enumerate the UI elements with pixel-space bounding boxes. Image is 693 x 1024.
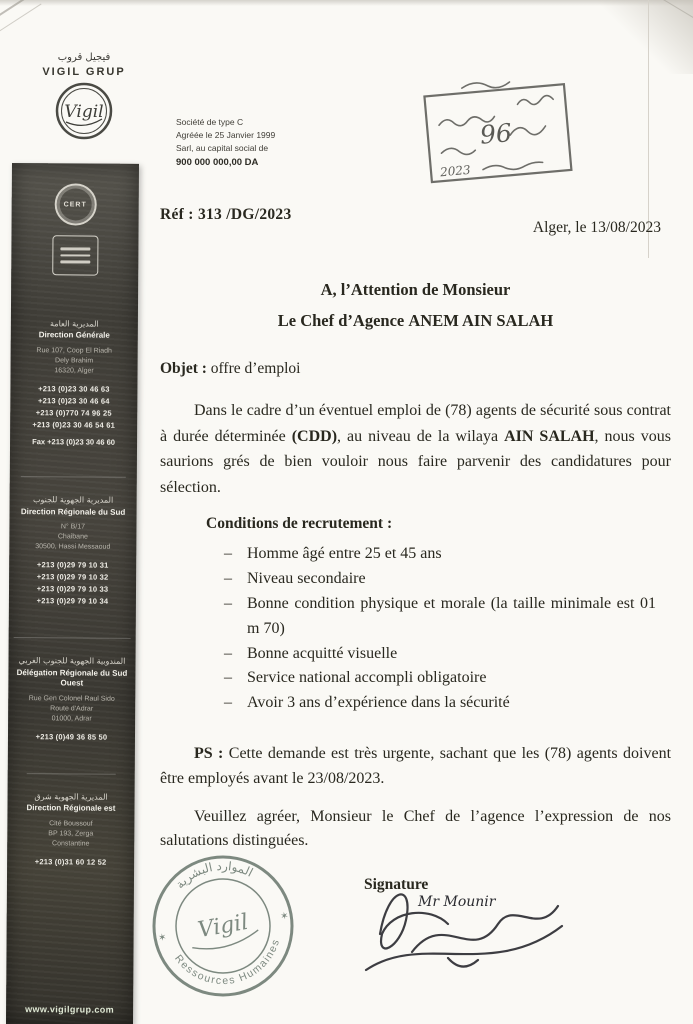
- address-line: Dely Brahim: [55, 357, 94, 365]
- address-line: Rue Gen Colonel Raul Sido: [28, 694, 115, 703]
- brand-name: VIGIL GRUP: [42, 66, 126, 78]
- recipient-name: ANEM AIN SALAH: [408, 310, 554, 330]
- emblem-script-text: Vigil: [64, 102, 104, 122]
- closing-paragraph: Veuillez agréer, Monsieur le Chef de l’agence l’expression de nos salutations distinguées.: [160, 807, 671, 850]
- letterhead-sidebar: [6, 163, 139, 1024]
- ps-label: PS :: [194, 744, 224, 762]
- section-title-arabic: المديرية العامة: [49, 319, 99, 329]
- condition-item: – Niveau secondaire: [224, 567, 656, 592]
- sidebar-section-direction-est: [26, 773, 116, 869]
- phone-number: +213 (0)23 30 46 64: [38, 396, 110, 406]
- attention-block: [160, 275, 671, 336]
- body-paragraph: [160, 398, 671, 500]
- company-info-block: [176, 116, 275, 170]
- body-text-segment: , nous vous saurions grés de bien vouloir nous faire parvenir des candidatures pour sélection.: [160, 427, 671, 496]
- letter-content: [160, 206, 671, 894]
- scan-corner-shade: [597, 0, 693, 74]
- ps-paragraph: [160, 742, 671, 792]
- section-title: Direction Régionale est: [26, 803, 116, 814]
- subject-label: Objet :: [160, 360, 207, 378]
- badge-line: [60, 248, 90, 251]
- section-title: Délégation Régionale du Sud Ouest: [16, 667, 128, 688]
- phone-number: +213 (0)31 60 12 52: [34, 857, 107, 867]
- cert-badge-icon: [52, 235, 98, 275]
- attention-line-2: [160, 306, 671, 337]
- condition-item: – Avoir 3 ans d’expérience dans la sécurité: [224, 691, 656, 716]
- website-url: www.vigilgrup.com: [25, 1004, 115, 1015]
- vigil-emblem-icon: [54, 81, 114, 141]
- fax-number: Fax +213 (0)23 30 46 60: [32, 437, 115, 447]
- phone-number: +213 (0)29 79 10 34: [36, 596, 109, 607]
- section-title: Direction Régionale du Sud: [20, 506, 126, 517]
- cert-seal-label: CERT: [63, 200, 87, 209]
- phone-list: [32, 383, 115, 432]
- scan-top-edge-artifact: [0, 0, 693, 6]
- subject-text: offre d’emploi: [206, 360, 301, 378]
- signatory-name: Mr Mounir: [418, 894, 496, 910]
- condition-item: – Service national accompli obligatoire: [224, 666, 656, 691]
- phone-number: +213 (0)23 30 46 54 61: [32, 420, 115, 430]
- cert-seal-icon: [54, 183, 96, 225]
- condition-item: – Homme âgé entre 25 et 45 ans: [224, 542, 656, 567]
- company-form: Sarl, au capital social de: [176, 143, 269, 154]
- stamp-number: 96: [478, 118, 513, 150]
- conditions-list: [224, 542, 656, 716]
- section-title-arabic: المديرية الجهوية شرق: [34, 792, 108, 802]
- company-type: Société de type C: [176, 117, 244, 127]
- address-line: BP 193, Zerga: [48, 830, 94, 838]
- stamp-arc-top-arabic: الموارد البشرية: [172, 858, 256, 892]
- reference-row: [160, 206, 671, 237]
- ps-text: Cette demande est très urgente, sachant que les (78) agents doivent être employés avant le 23/08/2023.: [160, 744, 672, 787]
- conditions-title: Conditions de recrutement :: [206, 515, 393, 533]
- phone-number: +213 (0)29 79 10 32: [36, 572, 109, 583]
- phone-list: [13, 731, 130, 744]
- address-line: 01000, Adrar: [51, 715, 92, 723]
- stamp-star-right: ✶: [279, 910, 290, 923]
- company-agrement: Agréée le 25 Janvier 1999: [176, 130, 276, 141]
- reference-number: Réf : 313 /DG/2023: [160, 206, 292, 223]
- place-and-date: Alger, le 13/08/2023: [532, 219, 661, 236]
- section-title: Direction Générale: [38, 330, 110, 341]
- phone-number: +213 (0)49 36 85 50: [35, 732, 108, 742]
- address-line: Constantine: [52, 840, 90, 848]
- body-text-segment: Dans le cadre d’un éventuel emploi de (78) agents de sécurité sous contrat à durée déterminée: [160, 402, 671, 445]
- address-line: Route d'Adrar: [50, 704, 94, 713]
- registration-stamp: [419, 72, 580, 197]
- address-line: 16320, Alger: [54, 367, 94, 375]
- stamp-center-script: Vigil: [195, 909, 251, 944]
- condition-item: – Bonne acquitté visuelle: [224, 642, 656, 667]
- handwritten-signature: [352, 862, 572, 997]
- address-line: 30500, Hassi Messaoud: [35, 543, 111, 551]
- stamp-year: 2023: [439, 162, 472, 180]
- sidebar-section-direction-generale: [32, 319, 116, 447]
- phone-number: +213 (0)23 30 46 63: [38, 384, 110, 394]
- sidebar-section-direction-sud: [20, 476, 125, 608]
- address-line: Chaibane: [57, 533, 88, 541]
- company-round-stamp: [135, 838, 311, 1014]
- address-line: N° B/17: [60, 523, 86, 531]
- company-logo: [26, 52, 142, 141]
- signature-label: Signature: [364, 876, 429, 894]
- phone-number: +213 (0)29 79 10 33: [36, 584, 109, 595]
- body-bold-segment: (CDD): [291, 427, 338, 445]
- phone-number: +213 (0)29 79 10 31: [36, 560, 109, 571]
- condition-item: – Bonne condition physique et morale (la taille minimale est 01 m 70): [224, 592, 656, 642]
- attention-prefix: Le Chef d’Agence: [277, 310, 409, 330]
- body-text-segment: , au niveau de la wilaya: [337, 427, 505, 445]
- attention-line-1: A, l’Attention de Monsieur: [320, 280, 511, 299]
- section-title-arabic: المندوبية الجهوية للجنوب الغربي: [18, 656, 126, 667]
- subject-line: [160, 360, 671, 378]
- body-bold-segment: AIN SALAH: [504, 427, 595, 445]
- badge-line: [60, 261, 90, 264]
- sidebar-section-delegation-sud-ouest: [13, 637, 131, 743]
- phone-number: +213 (0)770 74 96 25: [35, 408, 112, 418]
- address-line: Cité Boussouf: [49, 820, 93, 828]
- phone-list: [26, 856, 115, 869]
- address-line: Rue 107, Coop El Riadh: [36, 346, 112, 355]
- badge-line: [60, 254, 90, 257]
- stamp-arc-bottom: Ressources Humaines: [172, 937, 283, 988]
- stamp-star-left: ✶: [157, 932, 168, 945]
- section-title-arabic: المديرية الجهوية للجنوب: [32, 495, 114, 505]
- company-capital: 900 000 000,00 DA: [176, 156, 259, 168]
- brand-name-arabic: فيجيل قروب: [57, 52, 111, 63]
- phone-list: [20, 559, 125, 608]
